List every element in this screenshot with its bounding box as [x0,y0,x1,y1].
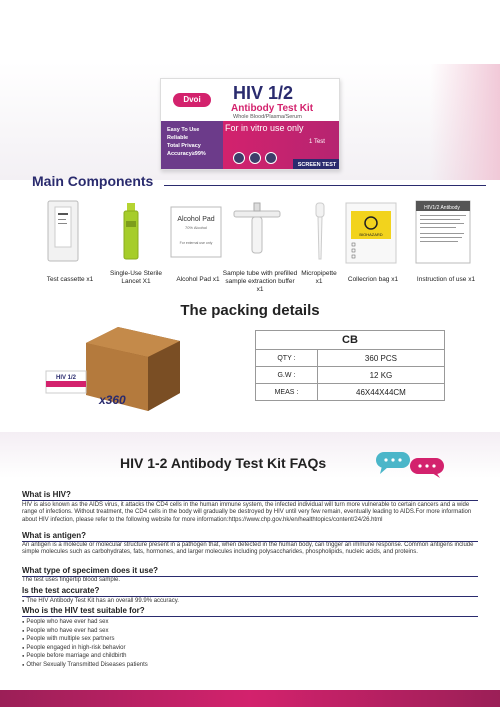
list-item: ● People who have ever had sex [22,618,480,627]
list-item: ● People with multiple sex partners [22,635,480,644]
box-feature: Easy To Use [167,127,200,133]
chat-bubbles-icon [374,450,446,478]
packing-heading: The packing details [180,302,320,319]
alcohol-pad-icon [167,199,227,265]
instruction-sheet-icon [412,199,472,265]
faq-heading: HIV 1-2 Antibody Test Kit FAQs [120,455,327,471]
list-item: ● People engaged in high-risk behavior [22,644,480,653]
sheet-title: HIV1/2 Antibody [424,205,460,211]
table-header: CB [256,331,445,350]
component-label: Sample tube with prefilled sample extraction buffer x1 [222,270,298,293]
cassette-icon [38,199,98,265]
micropipette-icon [290,199,350,265]
table-cell-value: 360 PCS [317,350,444,367]
pad-subtitle: 70% Alcohol [184,225,208,230]
table-cell-label: MEAS : [256,384,318,401]
faq-answer: An antigen is a molecule or molecular structure present in a pathogen that, when detected in the human body, can trigger an immune response. Common antigens include simple molecules such as carbohydrates, fats, hormones, and larger molecules including polysaccharides, phospholipids, nucleic acids, and proteins. [22,542,474,556]
certification-seal-icon [265,152,277,164]
brand-logo: Dvoi [173,93,211,107]
table-cell-label: G.W : [256,367,318,384]
certification-seal-icon [233,152,245,164]
component-label: Alcohol Pad x1 [176,276,220,283]
packing-multiplier: x360 [99,393,126,407]
faq-answer: The test uses fingertip blood sample. [22,577,121,583]
box-feature: Accuracy≥99% [167,151,206,157]
sample-tube-icon [228,199,288,265]
pad-note: For external use only [179,241,213,245]
box-title: HIV 1/2 [233,83,294,103]
table-cell-value: 12 KG [317,367,444,384]
faq-question: Is the test accurate? [22,586,100,595]
bag-label: BIOHAZARD [359,232,383,237]
list-item: ● People who have ever had sex [22,627,480,636]
box-subtitle: Antibody Test Kit [231,103,314,114]
faq-question: What is antigen? [22,531,86,540]
faq-answer-list [22,618,480,669]
box-feature-list [161,121,223,170]
faq-rule [22,616,478,617]
component-label: Test cassette x1 [46,276,94,283]
table-row [256,350,445,367]
packing-table [255,330,445,401]
list-item: ● Other Sexually Transmitted Diseases patients [22,661,480,670]
faq-question: Who is the HIV test suitable for? [22,606,145,615]
table-row [256,384,445,401]
faq-answer: HIV is also known as the AIDS virus, it attacks the CD4 cells in the human immune system, the infected individual will turn more vulnerable to certain cancers and a wide range of infections. Without treatment, the CD4 cells in the body will gradually be destroyed by HIV until very few remain, eventually leading to AIDS.For more information about HIV infection, please refer to the following website for more information:https://www.chp.gov.hk/en/healthtopics/content/24/26.html [22,502,472,523]
table-row [256,331,445,350]
faq-question: What type of specimen does it use? [22,566,159,575]
faq-rule [22,500,478,501]
table-row [256,367,445,384]
faq-answer-list [22,597,480,606]
box-invitro-text: For in vitro use only [225,123,304,133]
box-specimen: Whole Blood/Plasma/Serum [233,114,302,120]
box-screen-label: SCREEN TEST [293,159,340,170]
list-item: ● The HIV Antibody Test Kit has an overall 99.9% accuracy. [22,597,480,606]
box-feature: Total Privacy [167,143,201,149]
box-feature: Reliable [167,135,189,141]
carton-product-label: HIV 1/2 [55,375,77,381]
certification-seal-icon [249,152,261,164]
component-label: Single-Use Sterile Lancet X1 [109,270,163,285]
heading-rule [164,185,486,186]
lancet-icon [105,199,165,265]
top-banner-accent [430,64,500,180]
table-cell-value: 46X44X44CM [317,384,444,401]
component-label: Instruction of use x1 [416,276,476,283]
faq-question: What is HIV? [22,490,71,499]
pad-title: Alcohol Pad [177,216,215,223]
component-label: Micropipette x1 [301,270,337,285]
main-components-heading: Main Components [32,173,154,189]
bottom-banner [0,690,500,707]
box-test-count: 1 Test [309,139,325,145]
biohazard-bag-icon [342,199,402,265]
product-box-image [160,78,340,170]
table-cell-label: QTY : [256,350,318,367]
component-label: Collecrion bag x1 [347,276,399,283]
list-item: ● People before marriage and childbirth [22,652,480,661]
